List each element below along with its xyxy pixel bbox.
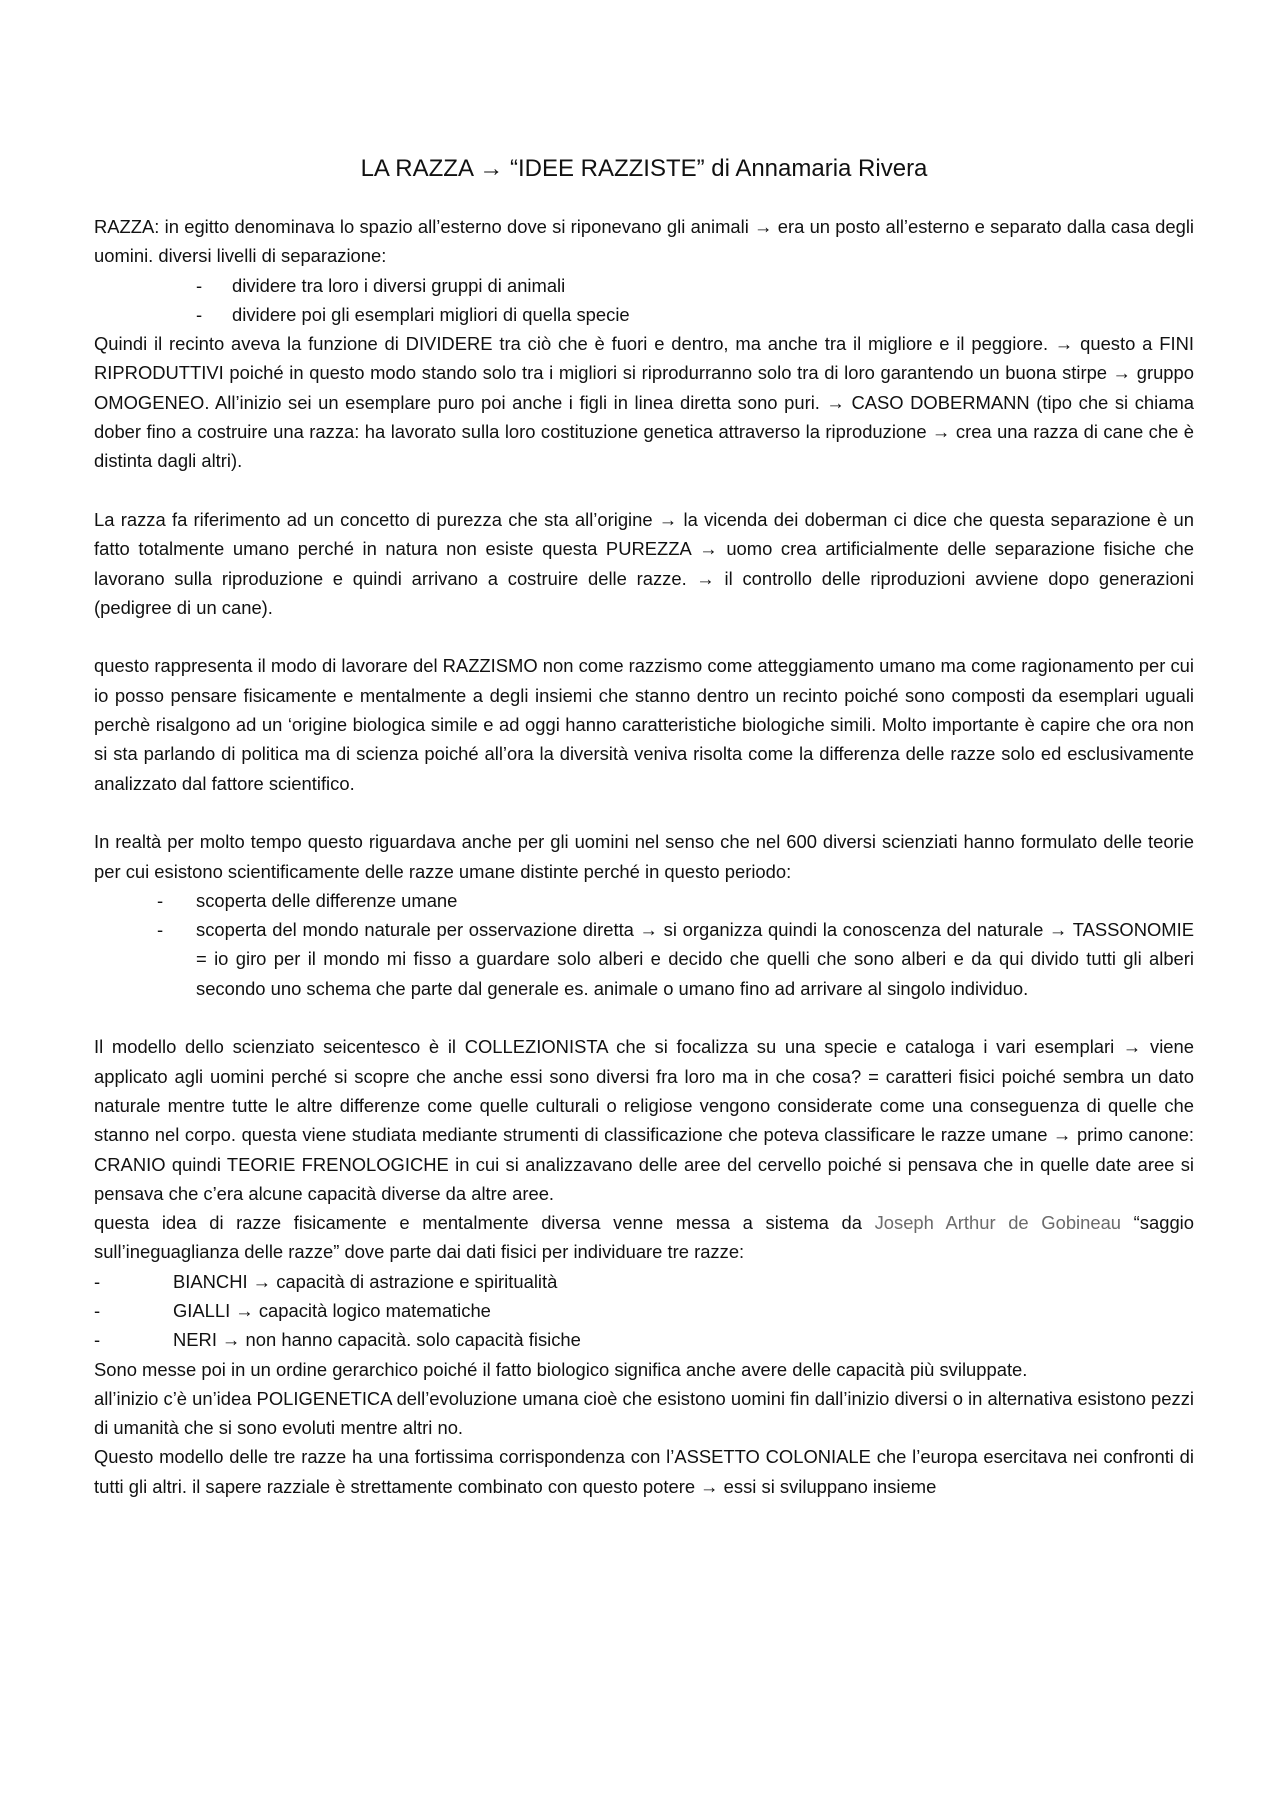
list-item [94, 1296, 1194, 1325]
list-item [94, 1267, 1194, 1296]
paragraph-razza-definition: RAZZA: in egitto denominava lo spazio all’esterno dove si riponevano gli animali → era un posto all’esterno e separato dalla casa degli uomini. diversi livelli di separazione: [94, 216, 1194, 267]
list-bullet: - [196, 303, 203, 325]
list-item-text: dividere poi gli esemplari migliori di quella specie [232, 303, 630, 325]
list-bullet: - [157, 889, 164, 911]
list-bullet: - [94, 1299, 101, 1321]
list-item-text: dividere tra loro i diversi gruppi di animali [232, 274, 566, 296]
paragraph-razzismo: questo rappresenta il modo di lavorare del RAZZISMO non come razzismo come atteggiamento umano ma come ragionamento per cui io posso pensare fisicamente e mentalmente a degli insiemi che stanno dentro un recinto poiché sono composti da esemplari uguali perchè risalgono ad un ‘origine biologica simile e ad oggi hanno caratteristiche biologiche simili. Molto importante è capire che ora non si sta parlando di politica ma di scienza poiché all’ora la diversità veniva risolta come la differenza delle razze solo ed esclusivamente analizzato dal fattore scientifico. [94, 655, 1194, 794]
paragraph-seicento: In realtà per molto tempo questo riguardava anche per gli uomini nel senso che nel 600 diversi scienziati hanno formulato delle teorie per cui esistono scientificamente delle razze umane distinte perché in questo periodo: [94, 831, 1194, 882]
list-item [94, 886, 1194, 915]
list-item-text: scoperta del mondo naturale per osservazione diretta → si organizza quindi la conoscenza del naturale → TASSONOMIE = io giro per il mondo mi fisso a guardare solo alberi e decido che quelli che sono alberi e da qui divido tutti gli alberi secondo uno schema che parte dal generale es. animale o umano fino ad arrivare al singolo individuo. [196, 919, 1194, 999]
list-item [94, 271, 1194, 300]
document-title: LA RAZZA → “IDEE RAZZISTE” di Annamaria Rivera [360, 155, 928, 182]
list-item-text: BIANCHI → capacità di astrazione e spiritualità [173, 1270, 558, 1292]
list-item-text: scoperta delle differenze umane [196, 889, 458, 911]
paragraph-gerarchia: Sono messe poi in un ordine gerarchico poiché il fatto biologico significa anche avere delle capacità più sviluppate. [94, 1358, 1028, 1380]
list-item-text: NERI → non hanno capacità. solo capacità fisiche [173, 1329, 581, 1351]
paragraph-gobineau-end: “saggio sull’ineguaglianza delle razze” dove parte dai dati fisici per individuare tre razze: [94, 1212, 1194, 1263]
list-item [94, 300, 1194, 329]
list-bullet: - [157, 919, 164, 941]
document-page [94, 153, 1194, 1501]
list-item [94, 915, 1194, 1003]
paragraph-gobineau-start: questa idea di razze fisicamente e mentalmente diversa venne messa a sistema da [94, 1212, 875, 1234]
gobineau-link[interactable]: Joseph Arthur de Gobineau [874, 1212, 1122, 1234]
list-bullet: - [94, 1329, 101, 1351]
list-item [94, 1325, 1194, 1354]
paragraph-collezionista: Il modello dello scienziato seicentesco è il COLLEZIONISTA che si focalizza su una specie e cataloga i vari esemplari → viene applicato agli uomini perché si scopre che anche essi sono diversi fra loro ma in che cosa? = caratteri fisici poiché sembra un dato naturale mentre tutte le altre differenze come quelle culturali o religiose vengono considerate come una conseguenza di quelle che stanno nel corpo. questa viene studiata mediante strumenti di classificazione che poteva classificare le razze umane → primo canone: CRANIO quindi TEORIE FRENOLOGICHE in cui si analizzavano delle aree del cervello poiché si pensava che in quelle date aree si pensava che c’era alcune capacità diverse da altre aree. [94, 1036, 1194, 1204]
paragraph-coloniale: Questo modello delle tre razze ha una fortissima corrispondenza con l’ASSETTO COLONIALE che l’europa esercitava nei confronti di tutti gli altri. il sapere razziale è strettamente combinato con questo potere → essi si sviluppano insieme [94, 1446, 1194, 1497]
list-item-text: GIALLI → capacità logico matematiche [173, 1299, 491, 1321]
paragraph-recinto: Quindi il recinto aveva la funzione di DIVIDERE tra ciò che è fuori e dentro, ma anche tra il migliore e il peggiore. → questo a FINI RIPRODUTTIVI poiché in questo modo stando solo tra i migliori si riprodurranno solo tra di loro garantendo un buona stirpe → gruppo OMOGENEO. All’inizio sei un esemplare puro poi anche i figli in linea diretta sono puri. → CASO DOBERMANN (tipo che si chiama dober fino a costruire una razza: ha lavorato sulla loro costituzione genetica attraverso la riproduzione → crea una razza di cane che è distinta dagli altri). [94, 333, 1194, 472]
list-bullet: - [94, 1270, 101, 1292]
paragraph-poligenetica: all’inizio c’è un’idea POLIGENETICA dell’evoluzione umana cioè che esistono uomini fin dall’inizio diversi o in alternativa esistono pezzi di umanità che si sono evoluti mentre altri no. [94, 1387, 1194, 1439]
paragraph-purezza: La razza fa riferimento ad un concetto di purezza che sta all’origine → la vicenda dei doberman ci dice che questa separazione è un fatto totalmente umano perché in natura non esiste questa PUREZZA → uomo crea artificialmente delle separazione fisiche che lavorano sulla riproduzione e quindi arrivano a costruire delle razze. → il controllo delle riproduzioni avviene dopo generazioni (pedigree di un cane). [94, 508, 1194, 618]
list-bullet: - [196, 274, 203, 296]
paragraph-gobineau [94, 1208, 1194, 1267]
